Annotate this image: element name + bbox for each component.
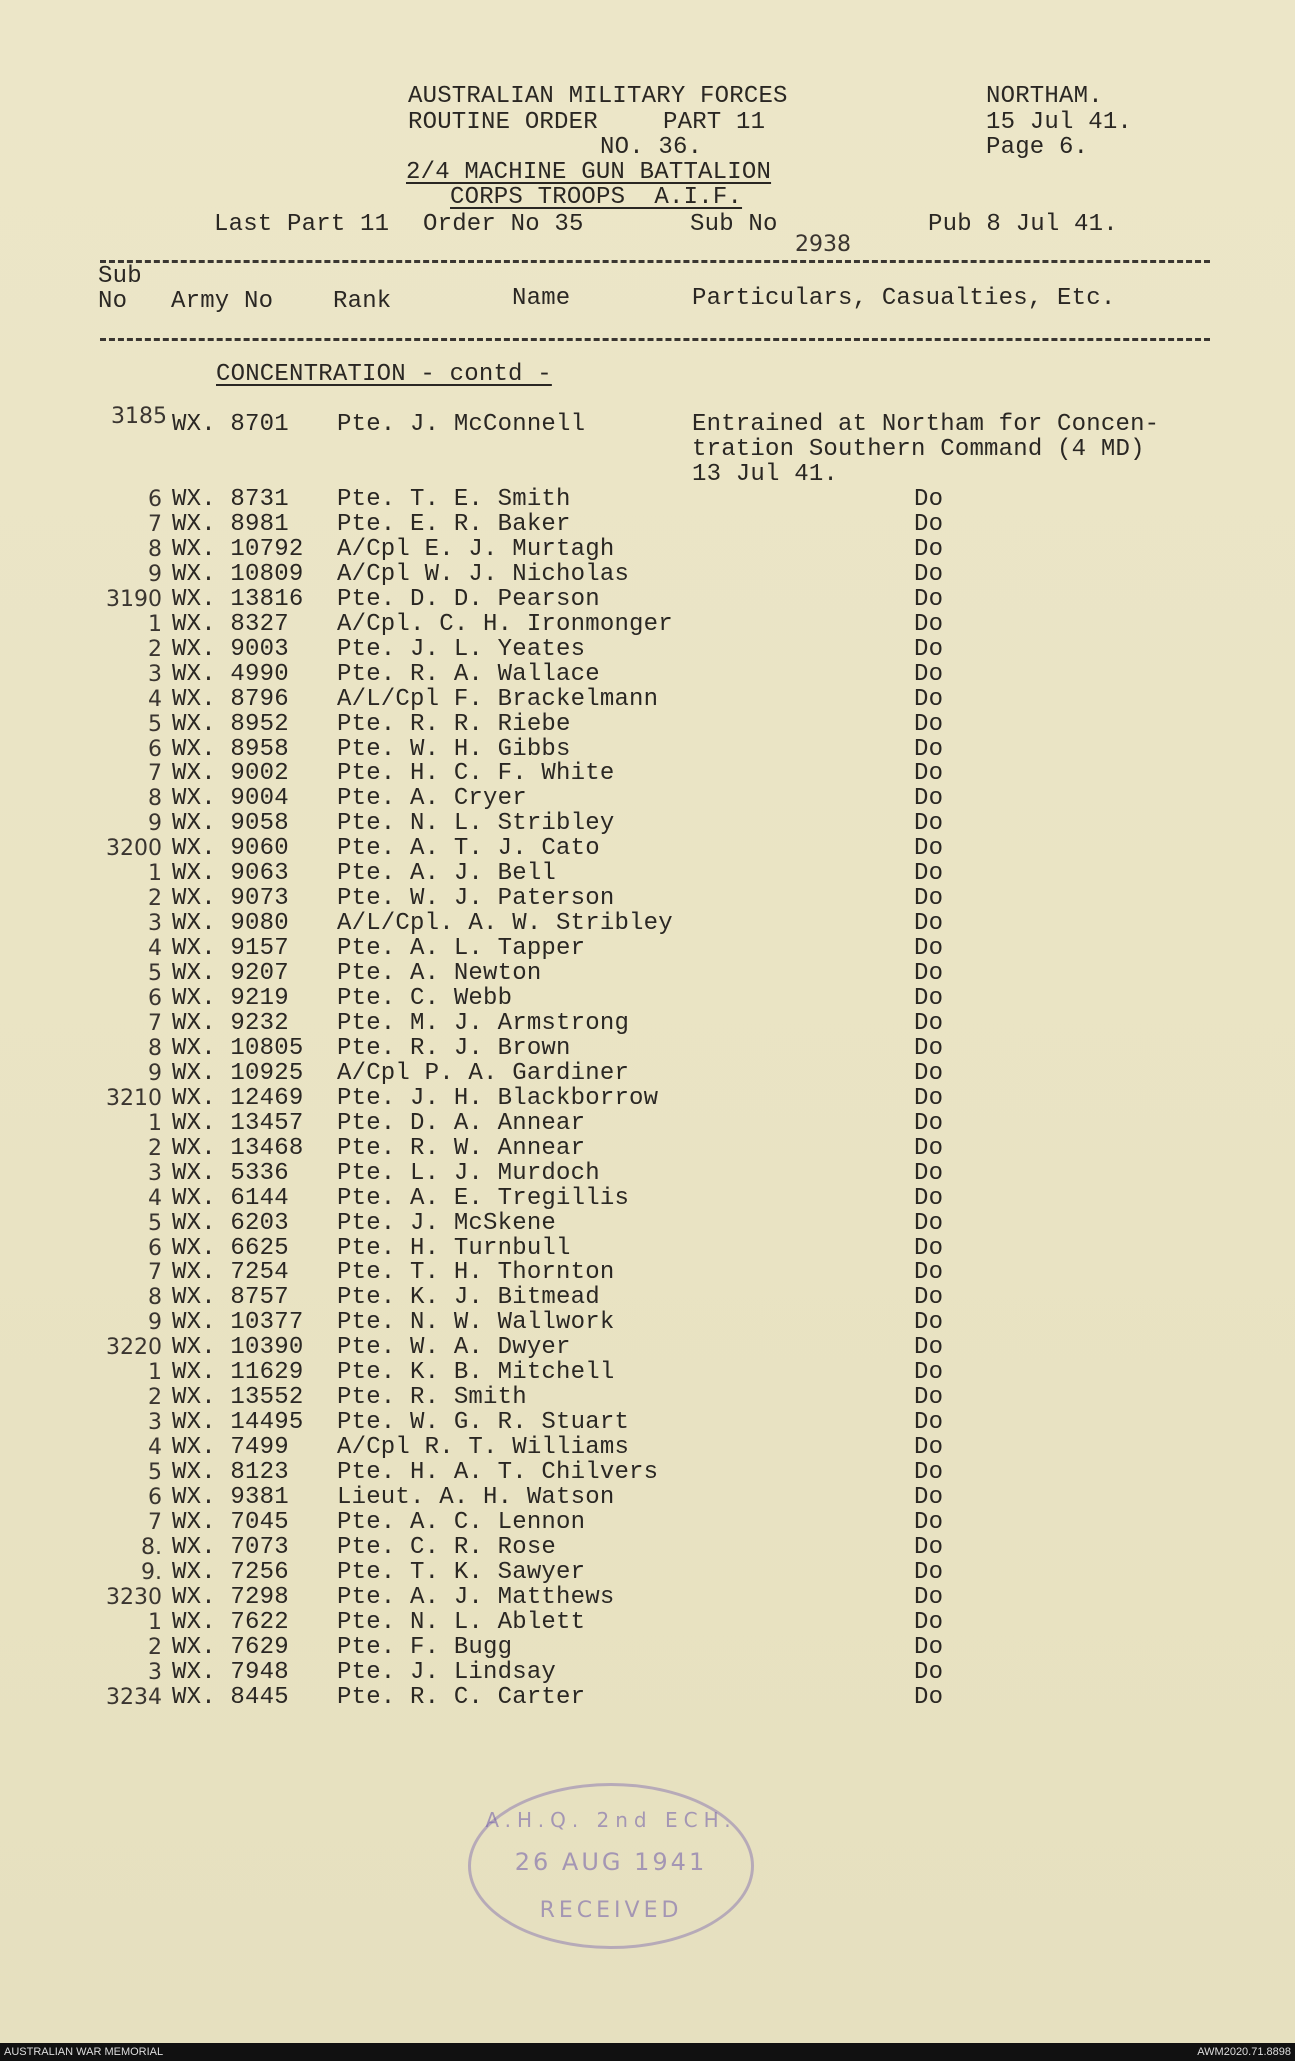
sub-no: 4 — [148, 936, 162, 962]
table-row — [0, 1535, 1295, 1560]
particulars: Do — [914, 1084, 944, 1112]
army-no: WX. 9002 — [172, 760, 289, 788]
table-row — [0, 1136, 1295, 1161]
table-row — [0, 1635, 1295, 1660]
particulars: Do — [914, 685, 944, 713]
rank-name: Pte. R. R. Riebe — [337, 710, 571, 738]
sub-no: 6 — [148, 736, 162, 762]
rank-name: Pte. H. A. T. Chilvers — [337, 1459, 659, 1487]
sub-no: 6 — [148, 487, 162, 512]
rank-name: Pte. C. R. Rose — [337, 1533, 557, 1561]
army-no: WX. 8952 — [172, 710, 289, 738]
particulars: Do — [914, 1284, 944, 1312]
footer-right: AWM2020.71.8898 — [1197, 2046, 1291, 2058]
sub-no: 1 — [148, 1609, 162, 1635]
sub-no: 7 — [148, 1509, 162, 1535]
army-no: WX. 8958 — [172, 735, 289, 763]
sub-no: 4 — [148, 686, 162, 712]
sub-no: 3210 — [106, 1085, 162, 1111]
table-row — [0, 1111, 1295, 1136]
table-row — [0, 1211, 1295, 1236]
army-no: WX. 13552 — [172, 1384, 304, 1412]
particulars: Do — [914, 585, 944, 613]
rank-name: Pte. H. C. F. White — [337, 760, 615, 788]
divider — [100, 338, 1210, 341]
particulars: Do — [914, 1583, 944, 1611]
army-no: WX. 8445 — [172, 1683, 289, 1711]
particulars: Do — [914, 610, 944, 638]
sub-no: 6 — [148, 1235, 162, 1261]
rank-name: Pte. J. H. Blackborrow — [337, 1084, 659, 1112]
particulars: Do — [914, 1209, 944, 1237]
rank-name: Pte. K. J. Bitmead — [337, 1284, 600, 1312]
rank-name: Pte. J. L. Yeates — [337, 635, 586, 663]
sub-no: 3 — [148, 1659, 162, 1685]
table-row — [0, 1585, 1295, 1610]
army-no: WX. 6144 — [172, 1184, 289, 1212]
sub-no: 1 — [148, 1360, 162, 1386]
stamp-date: 26 AUG 1941 — [514, 1848, 708, 1876]
rank-name: Pte. N. L. Ablett — [337, 1608, 586, 1636]
col-particulars: Particulars, Casualties, Etc. — [692, 285, 1116, 312]
particulars: Do — [914, 860, 944, 888]
particulars: Do — [914, 1359, 944, 1387]
sub-no: 2 — [148, 886, 162, 912]
rank-name: Pte. F. Bugg — [337, 1633, 513, 1661]
pub-date: Pub 8 Jul 41. — [928, 211, 1118, 238]
particulars: Do — [914, 910, 944, 938]
rank-name: Pte. D. D. Pearson — [337, 585, 600, 613]
table-row — [0, 811, 1295, 836]
rank-name: Pte. J. McSkene — [337, 1209, 557, 1237]
order-no: Order No 35 — [423, 211, 584, 238]
table-row — [0, 761, 1295, 786]
table-row — [0, 637, 1295, 662]
particulars: Do — [914, 486, 944, 513]
particulars: Do — [914, 1658, 944, 1686]
particulars: Do — [914, 985, 944, 1012]
rank-name: Pte. A. J. Bell — [337, 860, 557, 888]
table-row — [0, 1260, 1295, 1285]
sub-no: 9 — [148, 811, 162, 837]
rank-name: A/L/Cpl. A. W. Stribley — [337, 910, 673, 938]
particulars: Do — [914, 710, 944, 738]
sub-no: 3234 — [106, 1684, 162, 1710]
army-no: WX. 7045 — [172, 1508, 289, 1536]
sub-no: 3190 — [106, 586, 162, 612]
rank-name: Pte. L. J. Murdoch — [337, 1159, 600, 1187]
table-row — [0, 1161, 1295, 1186]
table-row — [0, 1610, 1295, 1635]
army-no: WX. 9060 — [172, 835, 289, 863]
particulars: Do — [914, 1334, 944, 1362]
army-no: WX. 7073 — [172, 1533, 289, 1561]
army-no: WX. 7256 — [172, 1558, 289, 1586]
particulars: Do — [914, 1409, 944, 1437]
army-no: WX. 9058 — [172, 810, 289, 838]
sub-no: 2 — [148, 1385, 162, 1411]
col-sub: Sub — [98, 263, 142, 290]
army-no: WX. 10377 — [172, 1309, 304, 1337]
stamp-bottom: RECEIVED — [539, 1898, 683, 1923]
sub-no: 7 — [148, 1260, 162, 1286]
rank-name: Pte. J. Lindsay — [337, 1658, 557, 1686]
rank-name: Pte. D. A. Annear — [337, 1109, 586, 1137]
rank-name: Pte. R. J. Brown — [337, 1034, 571, 1062]
particulars: Do — [914, 1034, 944, 1062]
army-no: WX. 6625 — [172, 1234, 289, 1262]
rank-name: Pte. M. J. Armstrong — [337, 1009, 630, 1037]
table-row — [0, 404, 1295, 488]
table-row — [0, 487, 1295, 512]
sub-no: 7 — [148, 1010, 162, 1036]
table-row — [0, 1485, 1295, 1510]
sub-no: 7 — [148, 761, 162, 787]
army-no: WX. 8123 — [172, 1459, 289, 1487]
col-army-no: Army No — [171, 288, 274, 315]
army-no: WX. 13816 — [172, 585, 304, 613]
table-row — [0, 961, 1295, 986]
rank-name: Pte. K. B. Mitchell — [337, 1359, 615, 1387]
table-row — [0, 1335, 1295, 1360]
army-no: WX. 10390 — [172, 1334, 304, 1362]
table-row — [0, 861, 1295, 886]
table-row — [0, 1285, 1295, 1310]
table-row — [0, 1310, 1295, 1335]
table-row — [0, 1435, 1295, 1460]
particulars: Do — [914, 1459, 944, 1487]
particulars: Do — [914, 660, 944, 688]
table-row — [0, 1385, 1295, 1410]
sub-no: 8 — [148, 786, 162, 812]
table-row — [0, 1086, 1295, 1111]
rank-name: Pte. N. W. Wallwork — [337, 1309, 615, 1337]
sub-no: 5 — [148, 961, 162, 987]
section-title: CONCENTRATION - contd - — [216, 361, 552, 388]
rank-name: Pte. A. E. Tregillis — [337, 1184, 630, 1212]
stamp-top: A.H.Q. 2nd ECH. — [485, 1808, 737, 1832]
army-no: WX. 8796 — [172, 685, 289, 713]
header-place: NORTHAM. — [986, 83, 1103, 110]
sub-no: 1 — [148, 611, 162, 637]
table-row — [0, 512, 1295, 537]
particulars: Do — [914, 810, 944, 838]
col-no: No — [98, 288, 128, 315]
sub-no: 2 — [148, 1135, 162, 1161]
particulars: Do — [914, 785, 944, 813]
particulars: Do — [914, 885, 944, 913]
army-no: WX. 8757 — [172, 1284, 289, 1312]
sub-no: 3 — [148, 1410, 162, 1436]
table-row — [0, 1236, 1295, 1261]
header-part: PART 11 — [663, 109, 766, 136]
rank-name: Pte. W. A. Dwyer — [337, 1334, 571, 1362]
particulars: Do — [914, 1009, 944, 1037]
particulars: Do — [914, 1259, 944, 1287]
army-no: WX. 13457 — [172, 1109, 304, 1137]
header-order-number: NO. 36. — [600, 134, 703, 161]
army-no: WX. 13468 — [172, 1134, 304, 1162]
army-no: WX. 10925 — [172, 1059, 304, 1087]
table-row — [0, 562, 1295, 587]
rank-name: A/Cpl. C. H. Ironmonger — [337, 610, 673, 638]
sub-no: 5 — [148, 1210, 162, 1236]
particulars: Do — [914, 510, 944, 538]
particulars: Do — [914, 835, 944, 863]
particulars: Do — [914, 535, 944, 563]
table-row — [0, 1510, 1295, 1535]
army-no: WX. 8701 — [172, 411, 289, 438]
sub-no: 3185 — [111, 404, 167, 429]
rank-name: A/Cpl R. T. Williams — [337, 1434, 630, 1462]
particulars: Do — [914, 635, 944, 663]
army-no: WX. 5336 — [172, 1159, 289, 1187]
table-row — [0, 1036, 1295, 1061]
rank-name: A/L/Cpl F. Brackelmann — [337, 685, 659, 713]
table-row — [0, 886, 1295, 911]
sub-no: 8 — [148, 536, 162, 562]
rank-name: Pte. R. W. Annear — [337, 1134, 586, 1162]
particulars: Do — [914, 1234, 944, 1262]
sub-no: 2 — [148, 1634, 162, 1660]
header-routine-order: ROUTINE ORDER — [408, 109, 598, 136]
table-row — [0, 836, 1295, 861]
particulars: Do — [914, 1533, 944, 1561]
header-date: 15 Jul 41. — [986, 109, 1133, 136]
particulars: Do — [914, 960, 944, 988]
table-row — [0, 786, 1295, 811]
table-row — [0, 537, 1295, 562]
sub-no: 3 — [148, 661, 162, 687]
table-row — [0, 1460, 1295, 1485]
army-no: WX. 9157 — [172, 935, 289, 963]
rank-name: Pte. W. J. Paterson — [337, 885, 615, 913]
army-no: WX. 10805 — [172, 1034, 304, 1062]
table-row — [0, 1410, 1295, 1435]
col-name: Name — [512, 285, 571, 312]
sub-no: 3230 — [106, 1584, 162, 1610]
sub-no: 6 — [148, 1485, 162, 1510]
sub-no: 9. — [141, 1559, 162, 1585]
sub-no: 3220 — [106, 1335, 162, 1361]
sub-no: 1 — [148, 861, 162, 887]
header-corps: CORPS TROOPS A.I.F. — [450, 184, 743, 211]
rank-name: A/Cpl P. A. Gardiner — [337, 1059, 630, 1087]
army-no: WX. 7629 — [172, 1633, 289, 1661]
particulars-line: tration Southern Command (4 MD) — [692, 436, 1145, 463]
rank-name: Pte. W. H. Gibbs — [337, 735, 571, 763]
rank-name: A/Cpl E. J. Murtagh — [337, 535, 615, 563]
sub-no-label: Sub No — [690, 211, 778, 238]
particulars-line: Entrained at Northam for Concen- — [692, 411, 1160, 438]
sub-no: 3 — [148, 1160, 162, 1186]
army-no: WX. 9003 — [172, 635, 289, 663]
army-no: WX. 9080 — [172, 910, 289, 938]
particulars: Do — [914, 1558, 944, 1586]
particulars: Do — [914, 1384, 944, 1412]
table-row — [0, 1560, 1295, 1585]
army-no: WX. 9063 — [172, 860, 289, 888]
divider — [100, 260, 1210, 263]
sub-no: 6 — [148, 986, 162, 1011]
rank-name: Pte. A. T. J. Cato — [337, 835, 600, 863]
rank-name: Pte. J. McConnell — [337, 411, 586, 438]
sub-no: 5 — [148, 711, 162, 737]
army-no: WX. 4990 — [172, 660, 289, 688]
sub-no: 5 — [148, 1460, 162, 1486]
particulars: Do — [914, 1109, 944, 1137]
table-row — [0, 712, 1295, 737]
army-no: WX. 7622 — [172, 1608, 289, 1636]
army-no: WX. 6203 — [172, 1209, 289, 1237]
rank-name: Pte. A. L. Tapper — [337, 935, 586, 963]
footer-left: AUSTRALIAN WAR MEMORIAL — [4, 2046, 164, 2058]
sub-no: 9 — [148, 561, 162, 587]
particulars: Do — [914, 1184, 944, 1212]
table-row — [0, 986, 1295, 1011]
sub-no: 1 — [148, 1110, 162, 1136]
table-row — [0, 1360, 1295, 1385]
particulars: Do — [914, 1683, 944, 1711]
header-unit: 2/4 MACHINE GUN BATTALION — [406, 159, 772, 186]
rank-name: Pte. H. Turnbull — [337, 1234, 571, 1262]
particulars: Do — [914, 1059, 944, 1087]
particulars: Do — [914, 560, 944, 588]
army-no: WX. 8981 — [172, 510, 289, 538]
army-no: WX. 9004 — [172, 785, 289, 813]
table-row — [0, 1186, 1295, 1211]
rank-name: Pte. A. Newton — [337, 960, 542, 988]
army-no: WX. 7948 — [172, 1658, 289, 1686]
sub-no: 4 — [148, 1435, 162, 1461]
rank-name: Pte. N. L. Stribley — [337, 810, 615, 838]
army-no: WX. 10809 — [172, 560, 304, 588]
sub-no: 4 — [148, 1185, 162, 1211]
particulars: Do — [914, 1309, 944, 1337]
rank-name: Pte. R. A. Wallace — [337, 660, 600, 688]
footer — [0, 2043, 1295, 2061]
particulars: Do — [914, 1159, 944, 1187]
army-no: WX. 11629 — [172, 1359, 304, 1387]
sub-no: 3200 — [106, 836, 162, 862]
rank-name: Pte. A. C. Lennon — [337, 1508, 586, 1536]
rank-name: Pte. T. H. Thornton — [337, 1259, 615, 1287]
sub-no: 3 — [148, 911, 162, 937]
particulars: Do — [914, 1434, 944, 1462]
army-no: WX. 7298 — [172, 1583, 289, 1611]
sub-no: 8 — [148, 1035, 162, 1061]
army-no: WX. 8327 — [172, 610, 289, 638]
rank-name: Pte. R. C. Carter — [337, 1683, 586, 1711]
rank-name: Pte. A. Cryer — [337, 785, 527, 813]
army-no: WX. 9219 — [172, 985, 289, 1012]
rank-name: Pte. W. G. R. Stuart — [337, 1409, 630, 1437]
sub-no: 8. — [141, 1534, 162, 1560]
sub-no: 8 — [148, 1285, 162, 1311]
particulars: Do — [914, 760, 944, 788]
table-row — [0, 1011, 1295, 1036]
particulars: Do — [914, 735, 944, 763]
last-part-label: Last Part 11 — [214, 211, 390, 238]
particulars: Do — [914, 1633, 944, 1661]
table-row — [0, 662, 1295, 687]
army-no: WX. 7254 — [172, 1259, 289, 1287]
army-no: WX. 10792 — [172, 535, 304, 563]
army-no: WX. 8731 — [172, 486, 289, 513]
army-no: WX. 12469 — [172, 1084, 304, 1112]
rank-name: Lieut. A. H. Watson — [337, 1484, 615, 1511]
particulars: Do — [914, 935, 944, 963]
rank-name: Pte. T. K. Sawyer — [337, 1558, 586, 1586]
table-row — [0, 1660, 1295, 1685]
sub-no: 9 — [148, 1060, 162, 1086]
sub-no-handwritten: 2938 — [795, 232, 851, 257]
rank-name: Pte. C. Webb — [337, 985, 513, 1012]
table-row — [0, 737, 1295, 762]
particulars-line: 13 Jul 41. — [692, 461, 839, 488]
rank-name: Pte. R. Smith — [337, 1384, 527, 1412]
army-no: WX. 9073 — [172, 885, 289, 913]
particulars: Do — [914, 1134, 944, 1162]
particulars: Do — [914, 1608, 944, 1636]
rank-name: Pte. E. R. Baker — [337, 510, 571, 538]
col-rank: Rank — [333, 288, 392, 315]
table-row — [0, 687, 1295, 712]
table-row — [0, 612, 1295, 637]
army-no: WX. 9381 — [172, 1484, 289, 1511]
table-row — [0, 1061, 1295, 1086]
table-row — [0, 587, 1295, 612]
sub-no: 7 — [148, 511, 162, 537]
army-no: WX. 9207 — [172, 960, 289, 988]
rank-name: Pte. T. E. Smith — [337, 486, 571, 513]
sub-no: 2 — [148, 636, 162, 662]
header-line1: AUSTRALIAN MILITARY FORCES — [408, 83, 788, 110]
particulars: Do — [914, 1484, 944, 1511]
table-row — [0, 936, 1295, 961]
rank-name: Pte. A. J. Matthews — [337, 1583, 615, 1611]
table-row — [0, 911, 1295, 936]
header-page: Page 6. — [986, 134, 1089, 161]
received-stamp — [468, 1783, 754, 1949]
army-no: WX. 9232 — [172, 1009, 289, 1037]
army-no: WX. 7499 — [172, 1434, 289, 1462]
particulars: Do — [914, 1508, 944, 1536]
rank-name: A/Cpl W. J. Nicholas — [337, 560, 630, 588]
sub-no: 9 — [148, 1310, 162, 1336]
army-no: WX. 14495 — [172, 1409, 304, 1437]
table-row — [0, 1685, 1295, 1710]
